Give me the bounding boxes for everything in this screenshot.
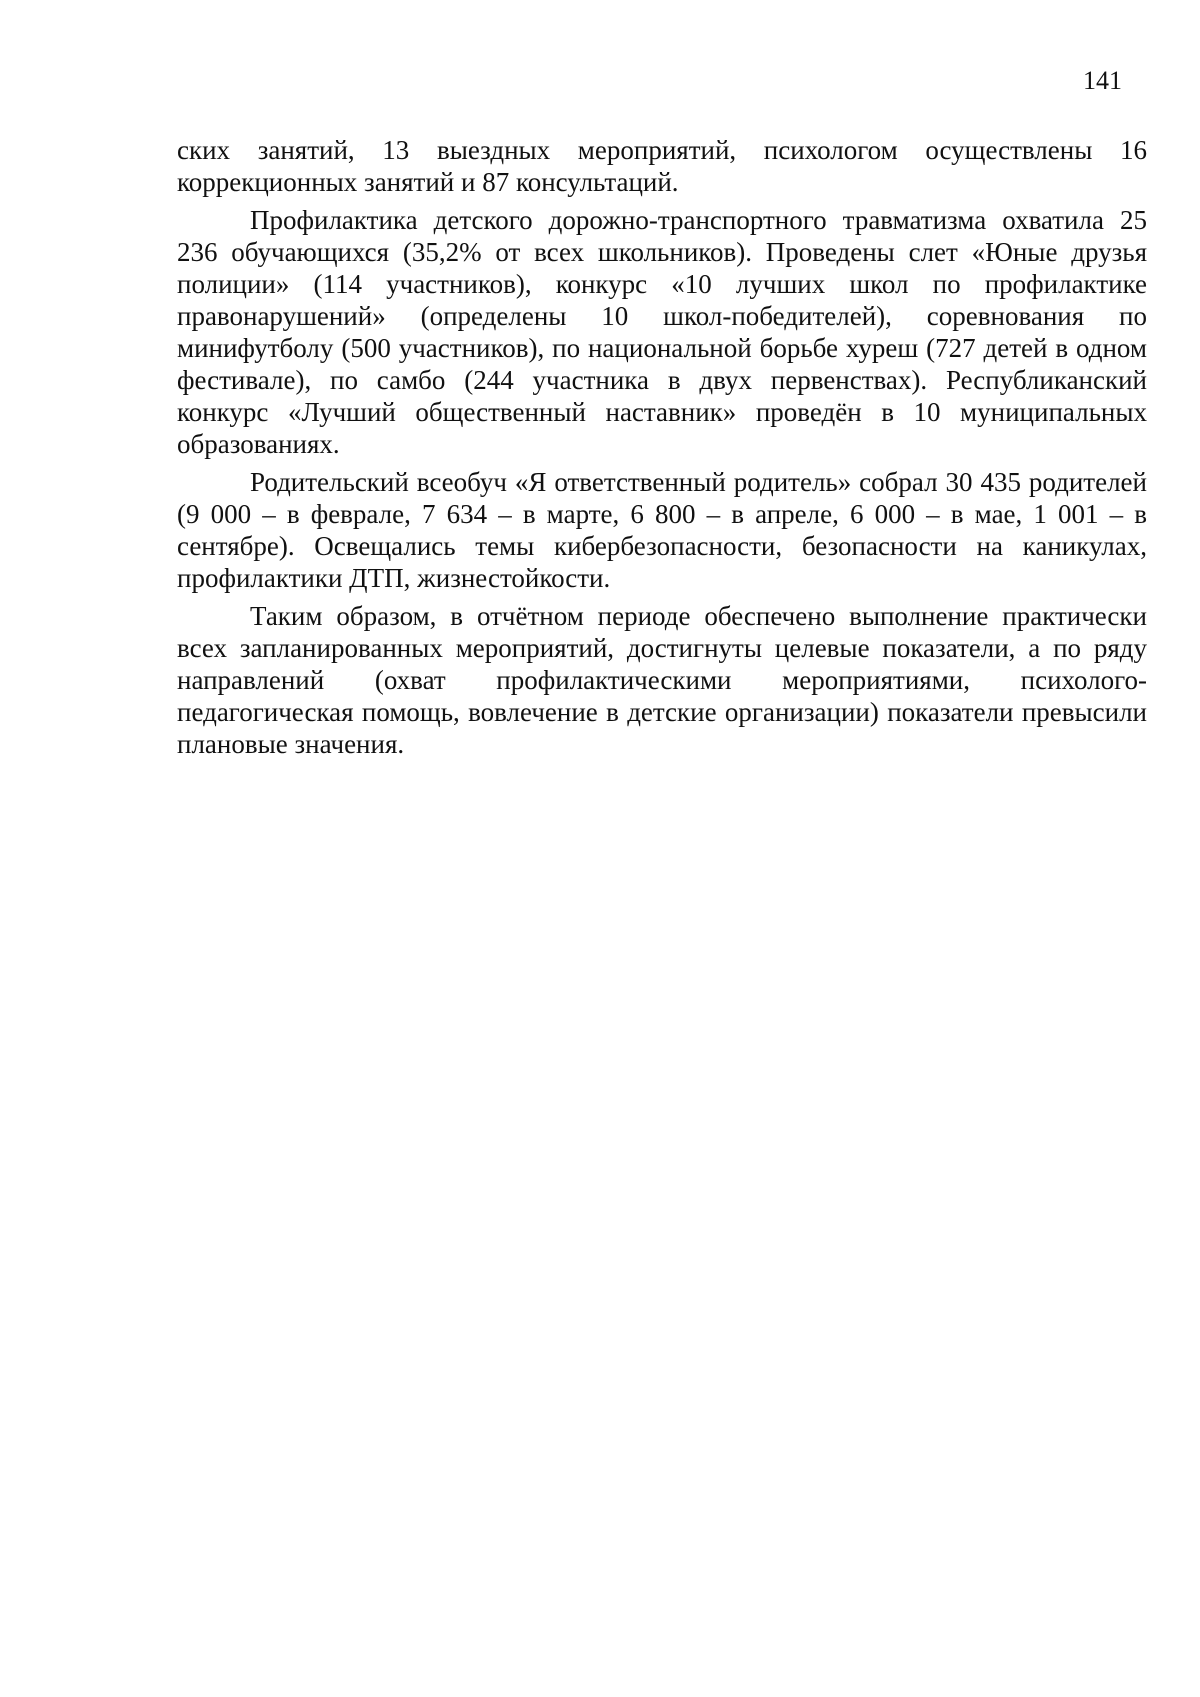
page-number: 141 — [1083, 66, 1122, 95]
paragraph-parent-education: Родительский всеобуч «Я ответственный родитель» собрал 30 435 родителей (9 000 – в феврале, 7 634 – в марте, 6 800 – в апреле, 6 000 – в мае, 1 001 – в сентябре). Освещались темы кибербезопасности, безопасности на каникулах, профилактики ДТП, жизнестойкости. — [177, 467, 1147, 593]
paragraph-road-safety: Профилактика детского дорожно-транспортного травматизма охватила 25 236 обучающихся (35,2% от всех школьников). Проведены слет «Юные друзья полиции» (114 участников), конкурс «10 лучших школ по профилактике правонарушений» (определены 10 школ-победителей), соревнования по минифутболу (500 участников), по национальной борьбе хуреш (727 детей в одном фестивале), по самбо (244 участника в двух первенствах). Республиканский конкурс «Лучший общественный наставник» проведён в 10 муниципальных образованиях. — [177, 205, 1147, 459]
document-body — [177, 134, 1147, 766]
paragraph-conclusion: Таким образом, в отчётном периоде обеспечено выполнение практически всех запланированных мероприятий, достигнуты целевые показатели, а по ряду направлений (охват профилактическими мероприятиями, психолого-педагогическая помощь, вовлечение в детские организации) показатели превысили плановые значения. — [177, 601, 1147, 759]
paragraph-continuation: ских занятий, 13 выездных мероприятий, психологом осуществлены 16 коррекционных занятий и 87 консультаций. — [177, 135, 1147, 197]
